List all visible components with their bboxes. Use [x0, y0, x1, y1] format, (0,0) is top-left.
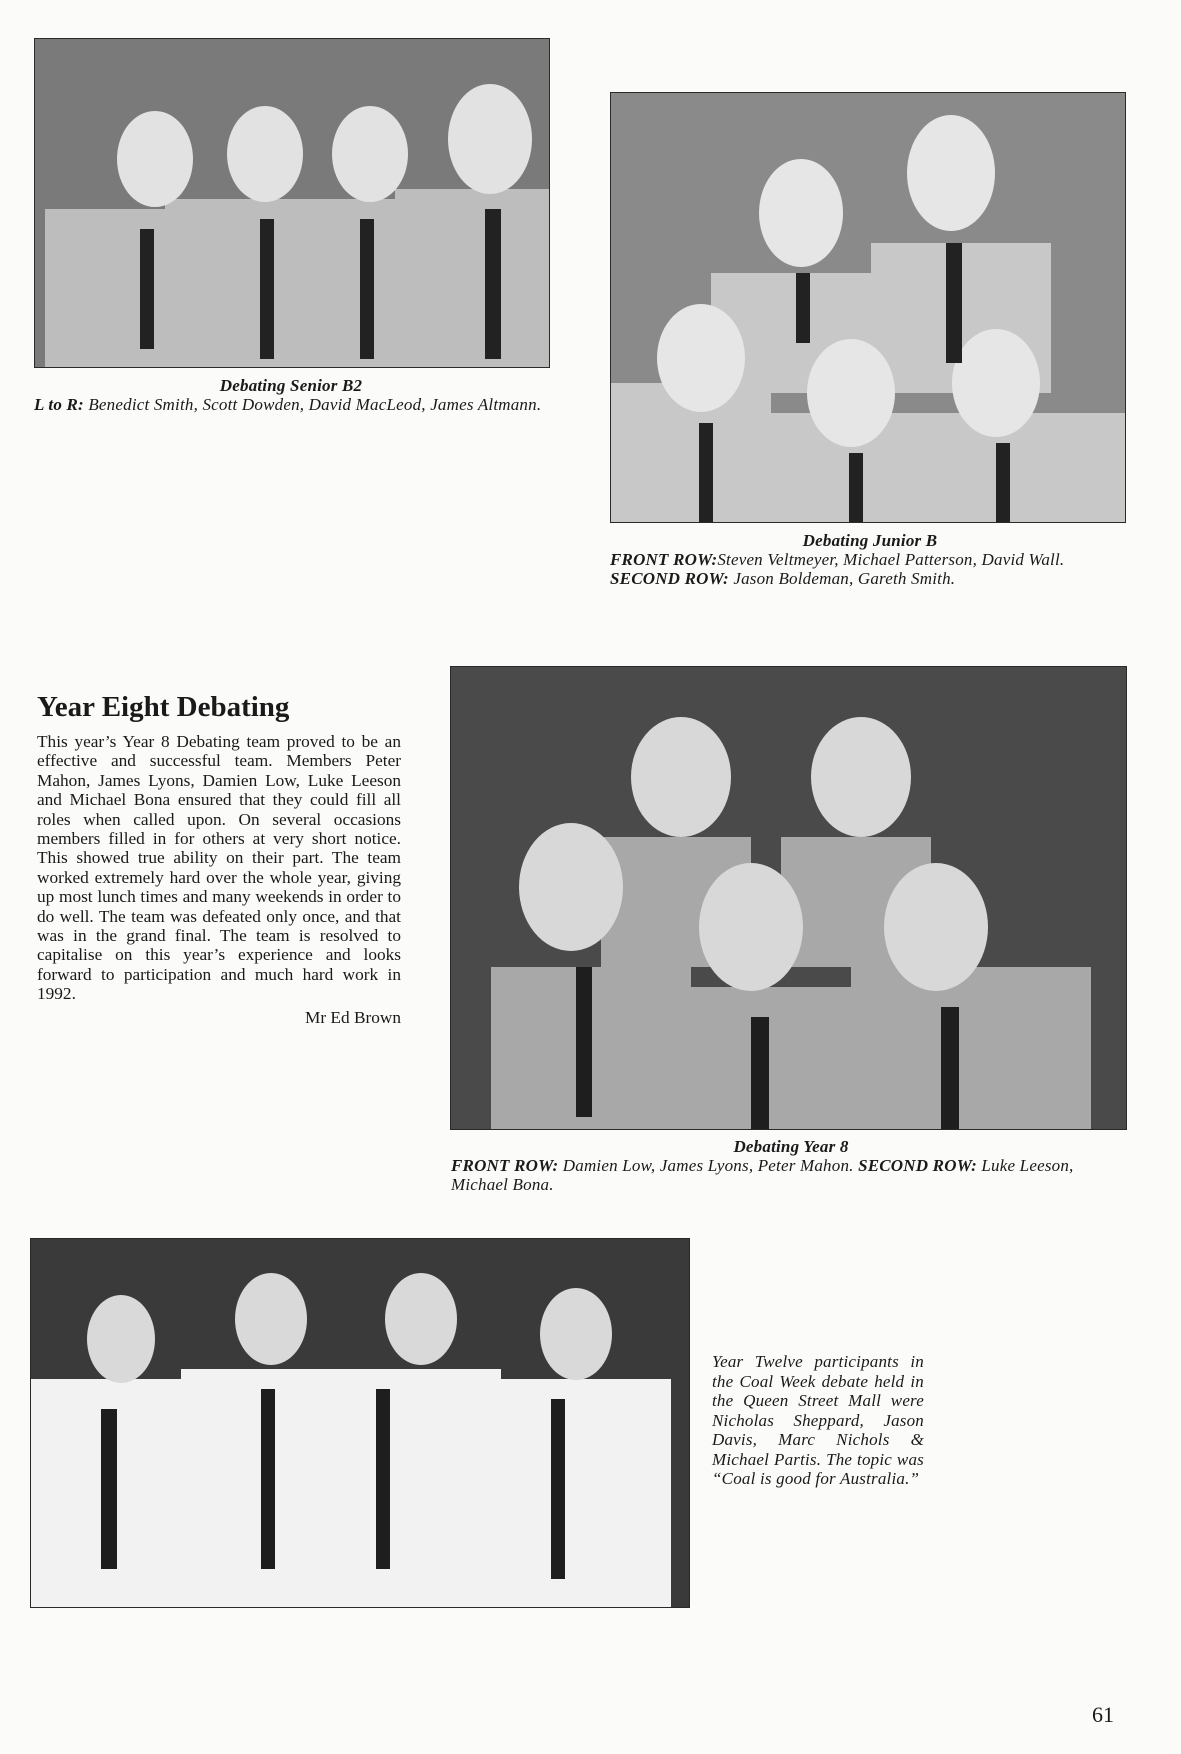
caption-title: Debating Year 8 — [733, 1137, 849, 1156]
caption-text: Year Twelve participants in the Coal Week debate held in the Queen Street Mall were Nicholas Sheppard, Jason Davis, Marc Nichols & Michael Partis. The topic was “Coal is good for Australia.” — [712, 1352, 924, 1488]
article-year-eight-debating — [37, 690, 401, 1028]
photo-debating-junior-b — [610, 92, 1126, 523]
caption-title: Debating Senior B2 — [219, 376, 363, 395]
caption-row2-label: SECOND ROW: — [610, 569, 729, 588]
senior-b2-figures — [35, 39, 549, 367]
photo-year-twelve — [30, 1238, 690, 1608]
photo-debating-senior-b2 — [34, 38, 550, 368]
caption-lead: L to R: — [34, 395, 84, 414]
caption-year-twelve — [712, 1352, 924, 1489]
caption-title: Debating Junior B — [802, 531, 938, 550]
caption-row2-names: Jason Boldeman, Gareth Smith. — [733, 569, 956, 588]
caption-row1-names: Steven Veltmeyer, Michael Patterson, David Wall. — [717, 550, 1065, 569]
caption-row1-label: FRONT ROW: — [451, 1156, 559, 1175]
article-heading: Year Eight Debating — [37, 691, 290, 723]
caption-year-8 — [451, 1137, 1131, 1194]
caption-junior-b — [610, 531, 1130, 588]
year-8-figures — [451, 667, 1126, 1129]
junior-b-figures — [611, 93, 1125, 522]
page-number: 61 — [1092, 1702, 1114, 1727]
photo-debating-year-8 — [450, 666, 1127, 1130]
caption-row2-label: SECOND ROW: — [858, 1156, 977, 1175]
article-author: Mr Ed Brown — [304, 1007, 401, 1027]
caption-senior-b2 — [34, 376, 548, 414]
year-twelve-figures — [31, 1239, 689, 1607]
caption-row2-names: Luke Leeson, Michael Bona. — [451, 1156, 1074, 1194]
article-body: This year’s Year 8 Debating team proved to be an effective and successful team. Members Peter Mahon, James Lyons, Damien Low, Luke Leeson and Michael Bona ensured that they could fill all roles when called upon. On several occasions members filled in for others at very short notice. This showed true ability on their part. The team worked extremely hard over the whole year, giving up most lunch times and many weekends in order to do well. The team was defeated only once, and that was in the grand final. The team is resolved to capitalise on this year’s experience and looks forward to participation and much hard work in 1992. — [37, 732, 401, 1004]
caption-row1-label: FRONT ROW: — [610, 550, 718, 569]
caption-row1-names: Damien Low, James Lyons, Peter Mahon. — [562, 1156, 854, 1175]
caption-names: Benedict Smith, Scott Dowden, David MacLeod, James Altmann. — [88, 395, 542, 414]
